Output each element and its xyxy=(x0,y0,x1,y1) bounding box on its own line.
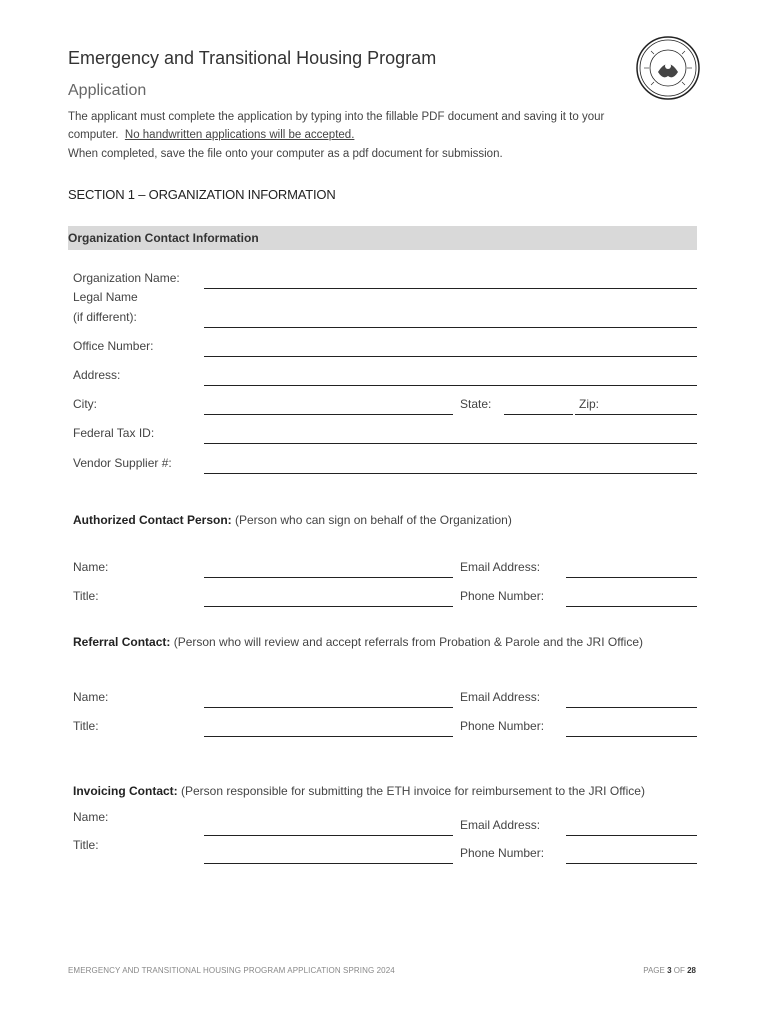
instruction-line-1: The applicant must complete the application by typing into the fillable PDF document and saving it to your xyxy=(68,111,605,123)
referral-contact-note: (Person who will review and accept referrals from Probation & Parole and the JRI Office) xyxy=(170,635,644,649)
tax-id-field[interactable] xyxy=(204,443,697,444)
org-name-label: Organization Name: xyxy=(73,271,180,285)
referral-email-label: Email Address: xyxy=(460,690,541,704)
legal-name-label: Legal Name xyxy=(73,290,138,304)
referral-title-label: Title: xyxy=(73,719,99,733)
referral-name-field[interactable] xyxy=(204,707,453,708)
zip-field[interactable] xyxy=(575,414,697,415)
page-current: 3 xyxy=(667,966,672,975)
authorized-phone-field[interactable] xyxy=(566,606,697,607)
page-prefix: PAGE xyxy=(643,966,668,975)
invoicing-email-field[interactable] xyxy=(566,835,697,836)
address-label: Address: xyxy=(73,368,121,382)
authorized-email-field[interactable] xyxy=(566,577,697,578)
authorized-email-label: Email Address: xyxy=(460,560,541,574)
invoicing-title-field[interactable] xyxy=(204,863,453,864)
invoicing-title-label: Title: xyxy=(73,838,99,852)
vendor-field[interactable] xyxy=(204,473,697,474)
instruction-line-2 xyxy=(68,126,354,144)
referral-name-label: Name: xyxy=(73,690,109,704)
invoicing-contact-note: (Person responsible for submitting the ETH invoice for reimbursement to the JRI Office) xyxy=(177,784,645,798)
louisiana-corrections-seal xyxy=(636,36,700,100)
office-number-label: Office Number: xyxy=(73,339,154,353)
authorized-name-label: Name: xyxy=(73,560,109,574)
org-name-field[interactable] xyxy=(204,288,697,289)
legal-name-label-2: (if different): xyxy=(73,310,137,324)
address-field[interactable] xyxy=(204,385,697,386)
page-of: OF xyxy=(671,966,688,975)
city-field[interactable] xyxy=(204,414,453,415)
authorized-name-field[interactable] xyxy=(204,577,453,578)
zip-label: Zip: xyxy=(579,397,600,411)
invoicing-contact-heading xyxy=(73,784,645,798)
referral-phone-field[interactable] xyxy=(566,736,697,737)
authorized-title-label: Title: xyxy=(73,589,99,603)
org-contact-info-bar xyxy=(68,226,697,250)
org-contact-info-label: Organization Contact Information xyxy=(68,231,259,245)
invoicing-phone-field[interactable] xyxy=(566,863,697,864)
state-label: State: xyxy=(460,397,492,411)
instruction-line-2-start: computer. xyxy=(68,129,119,141)
referral-contact-heading xyxy=(73,635,643,649)
city-label: City: xyxy=(73,397,97,411)
authorized-contact-title: Authorized Contact Person: xyxy=(73,513,232,527)
instruction-line-3: When completed, save the file onto your computer as a pdf document for submission. xyxy=(68,148,503,160)
referral-email-field[interactable] xyxy=(566,707,697,708)
footer-page-number xyxy=(643,966,696,975)
page-subtitle: Application xyxy=(68,82,147,99)
footer-doc-title: EMERGENCY AND TRANSITIONAL HOUSING PROGRAM APPLICATION SPRING 2024 xyxy=(68,966,395,975)
legal-name-field[interactable] xyxy=(204,327,697,328)
authorized-contact-heading xyxy=(73,513,512,527)
authorized-contact-note: (Person who can sign on behalf of the Organization) xyxy=(231,513,512,527)
authorized-title-field[interactable] xyxy=(204,606,453,607)
authorized-phone-label: Phone Number: xyxy=(460,589,545,603)
page-title: Emergency and Transitional Housing Program xyxy=(68,48,437,68)
invoicing-phone-label: Phone Number: xyxy=(460,846,545,860)
office-number-field[interactable] xyxy=(204,356,697,357)
invoicing-email-label: Email Address: xyxy=(460,818,541,832)
page-total: 28 xyxy=(687,966,696,975)
no-handwritten-notice: No handwritten applications will be accepted. xyxy=(124,129,355,141)
referral-contact-title: Referral Contact: xyxy=(73,635,171,649)
vendor-label: Vendor Supplier #: xyxy=(73,456,172,470)
tax-id-label: Federal Tax ID: xyxy=(73,426,155,440)
invoicing-name-label: Name: xyxy=(73,810,109,824)
invoicing-name-field[interactable] xyxy=(204,835,453,836)
invoicing-contact-title: Invoicing Contact: xyxy=(73,784,178,798)
referral-phone-label: Phone Number: xyxy=(460,719,545,733)
section-1-title: SECTION 1 – ORGANIZATION INFORMATION xyxy=(68,187,336,202)
state-field[interactable] xyxy=(504,414,573,415)
referral-title-field[interactable] xyxy=(204,736,453,737)
